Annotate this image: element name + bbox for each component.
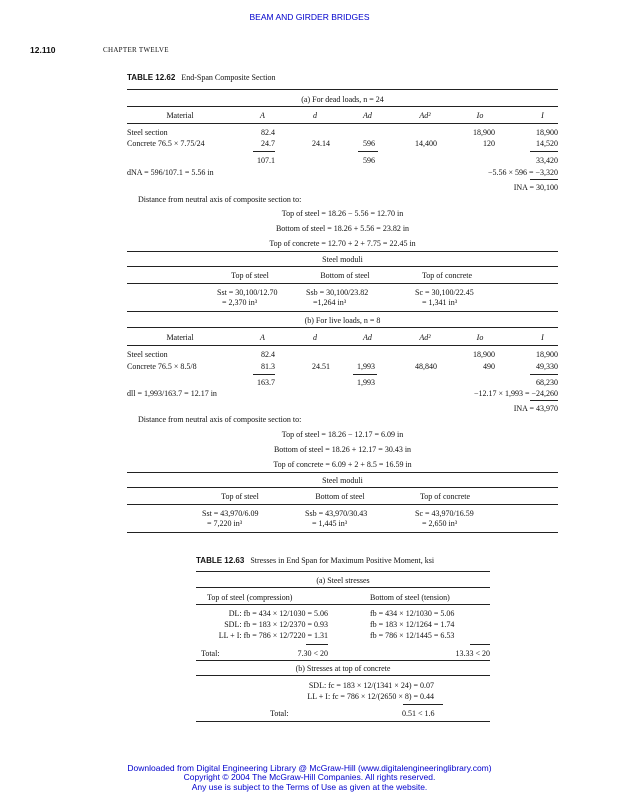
- cell-area: 82.4: [261, 350, 275, 359]
- cell-ad2: 14,400: [415, 139, 437, 148]
- stress-right: fb = 434 × 12/1030 = 5.06: [370, 609, 455, 618]
- col-material: Material: [166, 111, 194, 120]
- rule: [353, 374, 377, 375]
- rule: [127, 123, 558, 124]
- table-62-title: [127, 73, 276, 82]
- cell-i: 18,900: [536, 350, 558, 359]
- cell-io: 18,900: [473, 128, 495, 137]
- col-ad2: Ad²: [419, 333, 431, 342]
- moduli-header: Top of steel: [221, 492, 259, 501]
- rule: [358, 151, 378, 152]
- footer-copyright: Copyright © 2004 The McGraw-Hill Companies. All rights reserved.: [183, 772, 436, 782]
- dead-distance-title: Distance from neutral axis of composite section to:: [138, 195, 302, 204]
- rule: [253, 374, 275, 375]
- live-modulus: Sst = 43,970/6.09: [202, 509, 259, 518]
- rule: [127, 504, 558, 505]
- live-distance-line: Top of steel = 18.26 − 12.17 = 6.09 in: [281, 430, 404, 439]
- cell-d: 24.14: [312, 139, 330, 148]
- col-io: Io: [476, 111, 484, 120]
- col-area: A: [260, 111, 265, 120]
- dead-neutral-axis: dNA = 596/107.1 = 5.56 in: [127, 168, 214, 177]
- stress-left: SDL: fb = 183 × 12/2370 = 0.93: [224, 620, 328, 629]
- rule: [127, 283, 558, 284]
- rule: [530, 400, 558, 401]
- rule: [196, 721, 490, 722]
- total-label: Total:: [201, 649, 220, 658]
- table-63-title: [196, 556, 434, 565]
- cell-ad: 596: [363, 139, 375, 148]
- stress-left: DL: fb = 434 × 12/1030 = 5.06: [228, 609, 328, 618]
- live-load-caption: (b) For live loads, n = 8: [304, 316, 381, 325]
- col-material: Material: [166, 333, 194, 342]
- rule: [253, 151, 275, 152]
- rule: [196, 675, 490, 676]
- rule: [127, 472, 558, 473]
- rule: [127, 327, 558, 328]
- dead-modulus: =1,264 in³: [313, 298, 347, 307]
- stress-right: fb = 183 × 12/1264 = 1.74: [370, 620, 455, 629]
- cell-d: 24.51: [312, 362, 330, 371]
- cell-ad: 1,993: [357, 362, 375, 371]
- live-modulus: Sc = 43,970/16.59: [415, 509, 474, 518]
- col-ad2: Ad²: [419, 111, 431, 120]
- cell-material: Concrete 76.5 × 8.5/8: [127, 362, 197, 371]
- stress-right: fb = 786 × 12/1445 = 6.53: [370, 631, 455, 640]
- cell-io: 490: [483, 362, 495, 371]
- cell-io: 120: [483, 139, 495, 148]
- dead-modulus: Ssb = 30,100/23.82: [306, 288, 369, 297]
- live-distance-title: Distance from neutral axis of composite section to:: [138, 415, 302, 424]
- rule: [403, 704, 443, 705]
- cell-i: 18,900: [536, 128, 558, 137]
- rule: [127, 106, 558, 107]
- col-ad: Ad: [363, 111, 372, 120]
- rule: [127, 487, 558, 488]
- live-distance-line: Top of concrete = 6.09 + 2 + 8.5 = 16.59 in: [273, 460, 412, 469]
- table-62-caption: End-Span Composite Section: [181, 73, 276, 82]
- total-ad: 1,993: [357, 378, 375, 387]
- live-modulus: = 1,445 in³: [312, 519, 348, 528]
- total-ad: 596: [363, 156, 375, 165]
- concrete-stress: LL + I: fc = 786 × 12/(2650 × 8) = 0.44: [307, 692, 434, 701]
- rule: [127, 345, 558, 346]
- cell-material: Steel section: [127, 350, 168, 359]
- rule: [196, 604, 490, 605]
- table-62-label: TABLE 12.62: [127, 73, 176, 82]
- cell-io: 18,900: [473, 350, 495, 359]
- cell-material: Concrete 76.5 × 7.75/24: [127, 139, 205, 148]
- live-modulus: = 7,220 in³: [207, 519, 243, 528]
- cell-i: 49,330: [536, 362, 558, 371]
- concrete-stresses-caption: (b) Stresses at top of concrete: [295, 664, 391, 673]
- rule: [196, 660, 490, 661]
- moduli-header: Top of concrete: [419, 492, 471, 501]
- cell-ad2: 48,840: [415, 362, 437, 371]
- steel-moduli-title: Steel moduli: [322, 255, 363, 264]
- rule: [127, 311, 558, 312]
- steel-stresses-caption: (a) Steel stresses: [316, 576, 370, 585]
- cell-i: 14,520: [536, 139, 558, 148]
- moduli-header: Bottom of steel: [320, 271, 370, 280]
- dead-ina: INA = 30,100: [513, 183, 558, 192]
- concrete-stress: SDL: fc = 183 × 12/(1341 × 24) = 0.07: [308, 681, 434, 690]
- live-modulus: = 2,650 in³: [422, 519, 458, 528]
- moduli-header: Bottom of steel: [315, 492, 365, 501]
- total-i: 33,420: [536, 156, 558, 165]
- footer-download-link[interactable]: Downloaded from Digital Engineering Library @ McGraw-Hill (www.digitalengineeringlibrary.com): [127, 763, 492, 773]
- moduli-header: Top of steel: [231, 271, 269, 280]
- live-distance-line: Bottom of steel = 18.26 + 12.17 = 30.43 in: [273, 445, 412, 454]
- dead-modulus: = 2,370 in³: [222, 298, 258, 307]
- dead-correction: −5.56 × 596 = −3,320: [487, 168, 558, 177]
- live-modulus: Ssb = 43,970/30.43: [305, 509, 368, 518]
- rule: [127, 532, 558, 533]
- rule: [530, 374, 558, 375]
- col-ad: Ad: [363, 333, 372, 342]
- cell-area: 81.3: [261, 362, 275, 371]
- dead-load-caption: (a) For dead loads, n = 24: [301, 95, 384, 104]
- rule: [196, 571, 490, 572]
- steel-moduli-title: Steel moduli: [322, 476, 363, 485]
- table-63-label: TABLE 12.63: [196, 556, 245, 565]
- col-io: Io: [476, 333, 484, 342]
- rule: [127, 251, 558, 252]
- table-63-caption: Stresses in End Span for Maximum Positive Moment, ksi: [250, 556, 435, 565]
- col-d: d: [313, 333, 317, 342]
- dead-distance-line: Top of concrete = 12.70 + 2 + 7.75 = 22.45 in: [269, 239, 416, 248]
- page-number: 12.110: [30, 45, 56, 55]
- dead-distance-line: Bottom of steel = 18.26 + 5.56 = 23.82 in: [275, 224, 410, 233]
- rule: [530, 179, 558, 180]
- dead-distance-line: Top of steel = 18.26 − 5.56 = 12.70 in: [281, 209, 404, 218]
- dead-modulus: Sst = 30,100/12.70: [217, 288, 278, 297]
- total-bottom-steel: 13.33 < 20: [455, 649, 490, 658]
- cell-area: 82.4: [261, 128, 275, 137]
- concrete-total-label: Total:: [270, 709, 289, 718]
- rule: [127, 266, 558, 267]
- dead-modulus: Sc = 30,100/22.45: [415, 288, 474, 297]
- col-top-steel: Top of steel (compression): [207, 593, 293, 602]
- footer-terms-link[interactable]: Any use is subject to the Terms of Use as given at the website.: [191, 782, 428, 792]
- concrete-total: 0.51 < 1.6: [402, 709, 435, 718]
- live-neutral-axis: dll = 1,993/163.7 = 12.17 in: [127, 389, 217, 398]
- dead-modulus: = 1,341 in³: [422, 298, 458, 307]
- col-area: A: [260, 333, 265, 342]
- rule: [306, 644, 328, 645]
- rule: [196, 587, 490, 588]
- col-i: I: [541, 333, 544, 342]
- col-d: d: [313, 111, 317, 120]
- chapter-title: CHAPTER TWELVE: [103, 46, 169, 54]
- rule: [530, 151, 558, 152]
- total-i: 68,230: [536, 378, 558, 387]
- cell-material: Steel section: [127, 128, 168, 137]
- cell-area: 24.7: [261, 139, 275, 148]
- live-correction: −12.17 × 1,993 = −24,260: [473, 389, 558, 398]
- running-title: BEAM AND GIRDER BRIDGES: [249, 12, 370, 22]
- stress-left: LL + I: fb = 786 × 12/7220 = 1.31: [218, 631, 328, 640]
- total-area: 163.7: [257, 378, 275, 387]
- total-area: 107.1: [257, 156, 275, 165]
- rule: [127, 89, 558, 90]
- rule: [470, 644, 490, 645]
- live-ina: INA = 43,970: [513, 404, 558, 413]
- moduli-header: Top of concrete: [421, 271, 473, 280]
- total-top-steel: 7.30 < 20: [297, 649, 328, 658]
- col-bottom-steel: Bottom of steel (tension): [370, 593, 450, 602]
- col-i: I: [541, 111, 544, 120]
